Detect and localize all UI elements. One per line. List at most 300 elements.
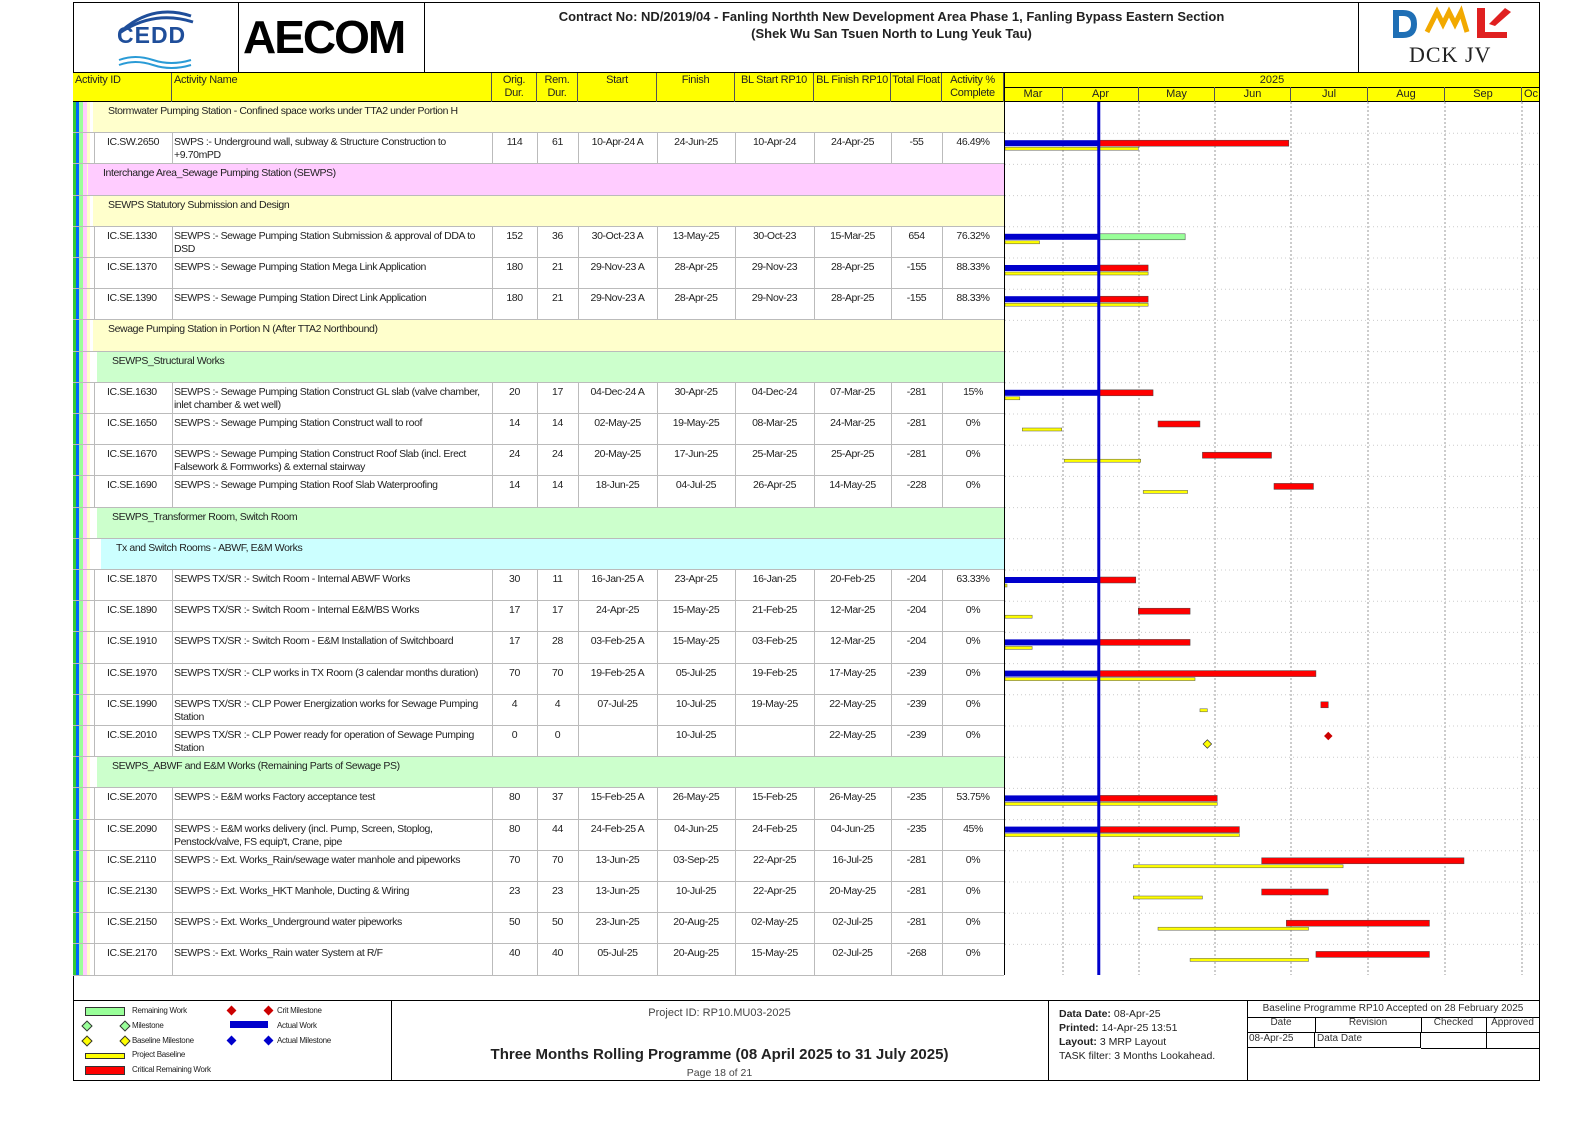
legend-actual-milestone: Actual Milestone: [277, 1036, 331, 1045]
baseline-bar: [1022, 428, 1061, 431]
rem-duration: 21: [552, 292, 563, 305]
data-date-label: Data Date:: [1059, 1008, 1111, 1020]
activity-name: SEWPS :- Ext. Works_Rain water System at R/F: [174, 947, 383, 960]
pct-complete: 0%: [965, 666, 981, 679]
total-float: -235: [906, 822, 927, 835]
legend-critical-remaining: Critical Remaining Work: [132, 1065, 211, 1074]
month-label: Jul: [1290, 87, 1367, 102]
baseline-bar: [1158, 927, 1309, 930]
pct-complete: 88.33%: [956, 261, 990, 273]
remaining-bar: [1316, 951, 1430, 957]
month-label: Jun: [1214, 87, 1290, 102]
remaining-bar: [1099, 827, 1240, 833]
finish-date: 30-Apr-25: [674, 385, 718, 398]
pct-complete: 0%: [965, 729, 981, 741]
legend-milestone: Milestone: [132, 1021, 164, 1030]
wbs-group-label: SEWPS_ABWF and E&M Works (Remaining Parts of Sewage PS): [112, 760, 400, 773]
activity-row[interactable]: [73, 788, 1004, 819]
pct-complete: 0%: [965, 604, 981, 617]
baseline-milestone-icon: [81, 1035, 92, 1046]
pct-complete: 15%: [963, 385, 983, 398]
start-date: 15-Feb-25 A: [590, 791, 645, 804]
total-float: -235: [906, 791, 927, 804]
bl-start-date: 25-Mar-25: [752, 448, 797, 461]
bl-finish-date: 04-Jun-25: [830, 822, 875, 835]
orig-duration: 152: [506, 229, 523, 242]
remaining-bar: [1099, 639, 1190, 645]
baseline-bar: [1005, 303, 1148, 306]
baseline-bar: [1200, 709, 1207, 712]
total-float: -281: [906, 448, 927, 461]
orig-duration: 14: [509, 417, 520, 429]
baseline-bar: [1005, 615, 1032, 618]
activity-row[interactable]: [73, 820, 1004, 851]
legend-baseline-milestone: Baseline Milestone: [132, 1036, 194, 1045]
bl-start-date: 21-Feb-25: [752, 604, 797, 617]
baseline-bar: [1133, 865, 1343, 868]
bl-start-date: 19-May-25: [751, 697, 798, 710]
activity-name: SEWPS TX/SR :- CLP Power Energization works for Sewage Pumping Station: [174, 697, 478, 723]
actual-bar: [1005, 265, 1099, 271]
dck-logo-graphic: [1359, 2, 1539, 46]
remaining-bar: [1099, 140, 1289, 146]
orig-duration: 180: [506, 292, 523, 305]
rem-duration: 17: [552, 604, 563, 617]
wbs-group-label: Stormwater Pumping Station - Confined space works under TTA2 under Portion H: [108, 105, 458, 117]
activity-name: SEWPS :- Ext. Works_HKT Manhole, Ducting & Wiring: [174, 885, 410, 897]
start-date: 23-Jun-25: [595, 916, 640, 929]
total-float: -155: [906, 292, 927, 305]
col-bl-finish[interactable]: BL Finish RP10: [814, 73, 891, 102]
revision-table: [1247, 1017, 1539, 1049]
start-date: 13-Jun-25: [595, 885, 640, 897]
activity-row[interactable]: [73, 258, 1004, 289]
remaining-bar: [1262, 889, 1329, 895]
bl-start-date: 30-Oct-23: [752, 229, 797, 242]
activity-row[interactable]: [73, 570, 1004, 601]
activity-id: IC.SE.1630: [107, 385, 157, 398]
bl-finish-date: 28-Apr-25: [830, 261, 875, 273]
activity-id: IC.SE.2090: [107, 822, 157, 835]
pct-complete: 0%: [965, 697, 981, 710]
col-activity-name[interactable]: Activity Name: [172, 73, 492, 102]
legend-remaining-work: Remaining Work: [132, 1006, 187, 1015]
legend-crit-milestone: Crit Milestone: [277, 1006, 322, 1015]
total-float: -239: [906, 666, 927, 679]
crit-milestone-icon: [227, 1006, 237, 1016]
pct-complete: 53.75%: [956, 791, 990, 804]
activity-id: IC.SE.1670: [107, 448, 157, 461]
actual-bar: [1005, 671, 1099, 677]
finish-date: 17-Jun-25: [674, 448, 718, 461]
finish-date: 20-Aug-25: [673, 947, 719, 960]
total-float: -268: [906, 947, 927, 960]
month-label: May: [1138, 87, 1214, 102]
baseline-bar: [1143, 490, 1187, 493]
bl-finish-date: 16-Jul-25: [832, 853, 873, 866]
activity-id: IC.SE.1970: [107, 666, 157, 679]
orig-duration: 4: [511, 697, 518, 710]
milestone-icon: [81, 1020, 92, 1031]
activity-name: SEWPS :- Sewage Pumping Station Construct Roof Slab (incl. Erect Falsework & Formworks) & external stairway: [174, 448, 466, 474]
rev-header-date: Date: [1247, 1017, 1316, 1033]
orig-duration: 30: [509, 573, 520, 585]
rem-duration: 0: [554, 729, 561, 741]
total-float: -55: [909, 136, 924, 149]
wbs-group-row[interactable]: [73, 352, 1004, 383]
start-date: 04-Dec-24 A: [590, 385, 645, 398]
col-start[interactable]: Start: [578, 73, 657, 102]
month-label: Apr: [1062, 87, 1138, 102]
rem-duration: 14: [552, 417, 563, 429]
total-float: 654: [908, 229, 925, 242]
total-float: -228: [906, 479, 927, 492]
activity-name: SEWPS TX/SR :- CLP works in TX Room (3 calendar months duration): [174, 666, 479, 679]
bl-start-date: 22-Apr-25: [752, 853, 797, 866]
actual-bar: [1005, 296, 1099, 302]
bl-finish-date: 15-Mar-25: [830, 229, 875, 242]
orig-duration: 14: [509, 479, 520, 492]
bl-finish-date: 22-May-25: [829, 697, 876, 710]
rem-duration: 70: [552, 853, 563, 866]
activity-name: SEWPS :- Sewage Pumping Station Submission & approval of DDA to DSD: [174, 229, 476, 255]
total-float: -281: [906, 385, 927, 398]
activity-id: IC.SE.2070: [107, 791, 157, 804]
finish-date: 28-Apr-25: [674, 292, 718, 305]
task-filter: TASK filter: 3 Months Lookahead.: [1059, 1050, 1216, 1062]
start-date: 05-Jul-25: [597, 947, 638, 960]
col-rem-dur[interactable]: Rem. Dur.: [537, 73, 578, 102]
rem-duration: 40: [552, 947, 563, 960]
baseline-bar: [1005, 584, 1007, 587]
remaining-bar: [1262, 858, 1464, 864]
legend-baseline-swatch: [85, 1053, 125, 1059]
orig-duration: 80: [509, 822, 520, 835]
aecom-logo: [239, 2, 425, 72]
activity-id: IC.SE.1870: [107, 573, 157, 585]
timeline-year: 2025: [1004, 73, 1540, 88]
pct-complete: 88.33%: [956, 292, 990, 305]
remaining-bar: [1099, 296, 1148, 302]
col-orig-dur[interactable]: Orig. Dur.: [492, 73, 537, 102]
total-float: -239: [906, 697, 927, 710]
rev-date: 08-Apr-25: [1247, 1033, 1315, 1048]
activity-row[interactable]: [73, 133, 1004, 164]
rem-duration: 11: [552, 573, 563, 585]
rev-header-approved: Approved: [1486, 1017, 1539, 1033]
legend-project-baseline: Project Baseline: [132, 1050, 186, 1059]
wbs-group-row[interactable]: [73, 196, 1004, 227]
rem-duration: 28: [552, 635, 563, 648]
remaining-bar: [1099, 234, 1185, 240]
wbs-group-row[interactable]: [73, 539, 1004, 570]
bl-finish-date: 17-May-25: [829, 666, 876, 679]
activity-id: IC.SE.1890: [107, 604, 157, 617]
finish-date: 04-Jun-25: [674, 822, 718, 835]
bl-start-date: 02-May-25: [751, 916, 798, 929]
page-number: Page 18 of 21: [686, 1067, 753, 1079]
rem-duration: 70: [552, 666, 563, 679]
remaining-bar: [1099, 265, 1148, 271]
orig-duration: 20: [509, 385, 520, 398]
remaining-bar: [1099, 390, 1153, 396]
activity-row[interactable]: [73, 913, 1004, 944]
pct-complete: 0%: [965, 635, 981, 648]
orig-duration: 24: [509, 448, 520, 461]
start-date: 03-Feb-25 A: [590, 635, 645, 648]
orig-duration: 50: [509, 916, 520, 929]
pct-complete: 63.33%: [956, 573, 990, 585]
start-date: 10-Apr-24 A: [591, 136, 644, 149]
month-label: Aug: [1367, 87, 1444, 102]
activity-row[interactable]: [73, 882, 1004, 913]
start-date: 02-May-25: [594, 417, 641, 429]
total-float: -281: [906, 885, 927, 897]
wbs-group-label: SEWPS_Transformer Room, Switch Room: [112, 510, 298, 523]
actual-bar: [1005, 639, 1099, 645]
start-date: 29-Nov-23 A: [590, 292, 645, 305]
col-pct-complete[interactable]: Activity % Complete: [942, 73, 1004, 102]
bl-finish-date: 24-Mar-25: [830, 417, 875, 429]
finish-date: 10-Jul-25: [675, 697, 717, 710]
rem-duration: 24: [552, 448, 563, 461]
baseline-bar: [1005, 802, 1217, 805]
activity-row[interactable]: [73, 664, 1004, 695]
bl-finish-date: 24-Apr-25: [830, 136, 875, 149]
wbs-group-row[interactable]: [73, 320, 1004, 351]
contract-title: [425, 2, 1358, 72]
pct-complete: 0%: [965, 417, 981, 429]
activity-id: IC.SE.2130: [107, 885, 157, 897]
wbs-group-label: Interchange Area_Sewage Pumping Station (SEWPS): [103, 167, 336, 180]
bl-start-date: 03-Feb-25: [752, 635, 797, 648]
bl-start-date: 22-Apr-25: [752, 885, 797, 897]
actual-bar: [1005, 795, 1099, 801]
bl-finish-date: 02-Jul-25: [832, 947, 873, 960]
rem-duration: 23: [552, 885, 563, 897]
start-date: 24-Apr-25: [595, 604, 640, 617]
total-float: -281: [906, 417, 927, 429]
rem-duration: 17: [552, 385, 563, 398]
wbs-group-row[interactable]: [73, 102, 1004, 133]
activity-row[interactable]: [73, 445, 1004, 476]
data-date-value: 08-Apr-25: [1113, 1008, 1161, 1020]
rem-duration: 37: [552, 791, 563, 804]
orig-duration: 23: [509, 885, 520, 897]
rem-duration: 14: [552, 479, 563, 492]
activity-row[interactable]: [73, 383, 1004, 414]
bl-start-date: 04-Dec-24: [751, 385, 798, 398]
baseline-bar: [1005, 241, 1040, 244]
activity-name: SEWPS :- E&M works Factory acceptance test: [174, 791, 375, 804]
total-float: -155: [906, 261, 927, 273]
bl-start-date: 24-Feb-25: [752, 822, 797, 835]
baseline-bar: [1005, 272, 1148, 275]
bl-start-date: 29-Nov-23: [751, 292, 798, 305]
finish-date: 10-Jul-25: [675, 885, 717, 897]
baseline-milestone-mark: [1203, 740, 1211, 748]
pct-complete: 46.49%: [956, 136, 990, 149]
rem-duration: 61: [552, 136, 563, 149]
bl-start-date: 29-Nov-23: [751, 261, 798, 273]
activity-id: IC.SE.2010: [107, 729, 157, 741]
layout-label: Layout:: [1059, 1036, 1097, 1048]
activity-name: SEWPS :- Sewage Pumping Station Direct Link Application: [174, 292, 427, 305]
activity-id: IC.SE.1910: [107, 635, 157, 648]
layout-value: 3 MRP Layout: [1099, 1036, 1167, 1048]
activity-name: SEWPS :- Sewage Pumping Station Roof Slab Waterproofing: [174, 479, 438, 492]
bl-start-date: 19-Feb-25: [752, 666, 797, 679]
activity-row[interactable]: [73, 227, 1004, 258]
wbs-group-row[interactable]: [73, 508, 1004, 539]
baseline-bar: [1005, 147, 1138, 150]
activity-name: SEWPS TX/SR :- Switch Room - Internal E&M/BS Works: [174, 604, 420, 617]
pct-complete: 0%: [965, 853, 981, 866]
month-label: Mar: [1023, 88, 1043, 100]
rev-revision: Data Date: [1315, 1033, 1421, 1048]
bl-start-date: 15-May-25: [751, 947, 798, 960]
col-bl-start[interactable]: BL Start RP10: [735, 73, 814, 102]
activity-row[interactable]: [73, 944, 1004, 975]
bl-start-date: 26-Apr-25: [752, 479, 797, 492]
orig-duration: 70: [509, 853, 520, 866]
rem-duration: 50: [552, 916, 563, 929]
legend-actual-work: Actual Work: [277, 1021, 317, 1030]
start-date: 19-Feb-25 A: [590, 666, 645, 679]
activity-row[interactable]: [73, 414, 1004, 445]
activity-id: IC.SE.1390: [107, 292, 157, 305]
finish-date: 15-May-25: [672, 635, 720, 648]
activity-name: SEWPS TX/SR :- CLP Power ready for operation of Sewage Pumping Station: [174, 729, 474, 754]
legend-critical-swatch: [85, 1066, 125, 1075]
activity-row[interactable]: [73, 726, 1004, 757]
activity-row[interactable]: [73, 601, 1004, 632]
pct-complete: 0%: [965, 947, 981, 960]
actual-milestone-icon: [227, 1036, 237, 1046]
gantt-chart: [1004, 72, 1540, 975]
activity-name: SWPS :- Underground wall, subway & Structure Construction to +9.70mPD: [174, 136, 446, 162]
rem-duration: 21: [552, 261, 563, 273]
bl-finish-date: 20-May-25: [829, 885, 876, 897]
dck-logo: [1358, 2, 1540, 72]
wbs-group-row[interactable]: [73, 164, 1004, 195]
total-float: -204: [906, 604, 927, 617]
finish-date: 15-May-25: [672, 604, 720, 617]
rem-duration: 4: [554, 697, 561, 710]
bl-finish-date: 26-May-25: [829, 791, 876, 804]
col-activity-id[interactable]: Activity ID: [73, 73, 172, 102]
wbs-group-label: SEWPS Statutory Submission and Design: [108, 198, 290, 211]
pct-complete: 45%: [963, 822, 983, 835]
wbs-group-row[interactable]: [73, 757, 1004, 788]
rem-duration: 36: [552, 229, 563, 242]
rev-header-checked: Checked: [1421, 1017, 1487, 1033]
col-finish[interactable]: Finish: [657, 73, 735, 102]
finish-date: 05-Jul-25: [675, 666, 717, 679]
activity-row[interactable]: [73, 289, 1004, 320]
finish-date: 23-Apr-25: [674, 573, 718, 585]
pct-complete: 0%: [965, 479, 981, 492]
pct-complete: 0%: [965, 916, 981, 929]
total-float: -204: [906, 635, 927, 648]
bl-start-date: 08-Mar-25: [752, 417, 797, 429]
remaining-bar: [1138, 608, 1190, 614]
rev-approved: [1486, 1033, 1539, 1049]
activity-name: SEWPS :- Sewage Pumping Station Mega Link Application: [174, 261, 426, 273]
orig-duration: 17: [509, 635, 520, 648]
actual-bar: [1005, 577, 1099, 583]
baseline-title: Baseline Programme RP10 Accepted on 28 February 2025: [1247, 1001, 1539, 1018]
pct-complete: 76.32%: [956, 229, 990, 242]
printed-value: 14-Apr-25 13:51: [1101, 1022, 1178, 1034]
rev-checked: [1421, 1033, 1487, 1049]
bl-finish-date: 07-Mar-25: [830, 385, 875, 398]
finish-date: 13-May-25: [672, 229, 720, 242]
total-float: -281: [906, 916, 927, 929]
start-date: [578, 726, 657, 729]
printed-label: Printed:: [1059, 1022, 1099, 1034]
activity-id: IC.SE.1370: [107, 261, 157, 273]
bl-start-date: 15-Feb-25: [752, 791, 797, 804]
title-line-2: (Shek Wu San Tsuen North to Lung Yeuk Tau): [751, 26, 1032, 41]
print-info: [1059, 1007, 1215, 1063]
finish-date: 10-Jul-25: [675, 729, 717, 741]
orig-duration: 0: [511, 729, 518, 741]
orig-duration: 114: [506, 136, 523, 149]
title-line-1: Contract No: ND/2019/04 - Fanling Northth New Development Area Phase 1, Fanling Bypass Eastern Section: [558, 9, 1225, 24]
activity-row[interactable]: [73, 476, 1004, 507]
finish-date: 26-May-25: [672, 791, 720, 804]
footer: [73, 1000, 1540, 1081]
activity-name: SEWPS :- Sewage Pumping Station Construct wall to roof: [174, 417, 423, 429]
baseline-milestone-icon-2: [119, 1035, 130, 1046]
start-date: 30-Oct-23 A: [591, 229, 644, 242]
bl-start-date: [735, 726, 814, 729]
finish-date: 19-May-25: [672, 417, 720, 429]
milestone-icon-2: [119, 1020, 130, 1031]
orig-duration: 70: [509, 666, 520, 679]
activity-name: SEWPS TX/SR :- Switch Room - Internal ABWF Works: [174, 573, 410, 585]
baseline-bar: [1005, 397, 1020, 400]
bl-finish-date: 14-May-25: [829, 479, 876, 492]
baseline-bar: [1005, 646, 1032, 649]
activity-name: SEWPS :- Ext. Works_Rain/sewage water manhole and pipeworks: [174, 853, 461, 866]
aecom-logo-text: AECOM: [243, 11, 405, 63]
orig-duration: 17: [509, 604, 520, 617]
activity-row[interactable]: [73, 851, 1004, 882]
start-date: 13-Jun-25: [595, 853, 640, 866]
bl-finish-date: 12-Mar-25: [830, 635, 875, 648]
bl-finish-date: 12-Mar-25: [830, 604, 875, 617]
remaining-bar: [1274, 483, 1313, 489]
bl-finish-date: 25-Apr-25: [830, 448, 875, 461]
col-total-float[interactable]: Total Float: [891, 73, 942, 102]
baseline-bar: [1005, 834, 1239, 837]
total-float: -281: [906, 853, 927, 866]
finish-date: 03-Sep-25: [673, 853, 719, 866]
activity-row[interactable]: [73, 695, 1004, 726]
rev-header-revision: Revision: [1315, 1017, 1422, 1033]
total-float: -204: [906, 573, 927, 585]
pct-complete: 0%: [965, 448, 981, 461]
bl-finish-date: 02-Jul-25: [832, 916, 873, 929]
start-date: 07-Jul-25: [597, 697, 638, 710]
pct-complete: 0%: [965, 885, 981, 897]
orig-duration: 180: [506, 261, 523, 273]
wbs-group-label: Sewage Pumping Station in Portion N (After TTA2 Northbound): [108, 323, 378, 336]
start-date: 29-Nov-23 A: [590, 261, 645, 273]
activity-row[interactable]: [73, 632, 1004, 663]
